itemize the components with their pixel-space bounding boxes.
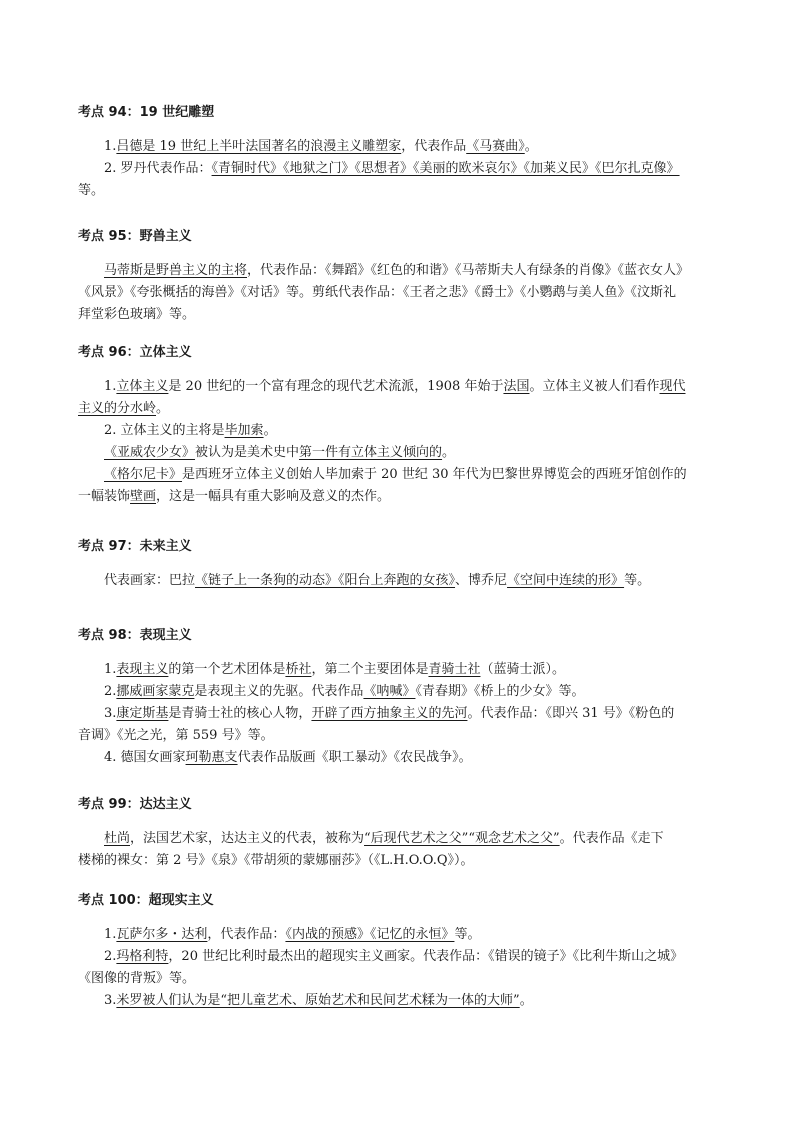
- underlined-text: 康定斯基: [116, 706, 169, 721]
- section-heading: 考点 99：达达主义: [78, 797, 192, 812]
- section-7: [78, 892, 730, 1012]
- text-line: [78, 850, 730, 872]
- underlined-text: 《内战的预感》《记忆的永恒》: [285, 927, 455, 942]
- underlined-text: 马蒂斯是野兽主义的主将: [104, 263, 248, 278]
- text-line: [78, 420, 730, 442]
- text-span: 拜堂彩色玻璃》等。: [78, 307, 196, 322]
- section-2: [78, 228, 730, 326]
- section-4: [78, 538, 730, 592]
- text-line: [78, 398, 730, 420]
- text-span: ，代表作品：《舞蹈》《红色的和谐》《马蒂斯夫人有绿条的肖像》《蓝衣女人》: [247, 263, 690, 278]
- text-line: [78, 725, 730, 747]
- section-1: [78, 104, 730, 202]
- text-span: 。立体主义被人们看作: [529, 379, 660, 394]
- section-heading: 考点 100：超现实主义: [78, 893, 214, 908]
- underlined-text: 开辟了西方抽象主义的先河: [311, 706, 468, 721]
- text-line: [78, 659, 730, 681]
- underlined-text: 第一件有立体主义倾向的: [299, 445, 443, 460]
- underlined-text: 表现主义: [116, 662, 169, 677]
- text-span: ，代表作品：: [207, 927, 286, 942]
- underlined-text: 《亚威农少女》: [104, 445, 196, 460]
- text-span: 代表画家：巴拉: [104, 573, 196, 588]
- text-line: [78, 158, 730, 180]
- text-line: [78, 990, 730, 1012]
- text-span: 是青骑士社的核心人物，: [168, 706, 312, 721]
- section-heading: 考点 95：野兽主义: [78, 229, 192, 244]
- text-span: 3.: [104, 993, 117, 1008]
- text-line: [78, 376, 730, 398]
- underlined-text: 法国: [503, 379, 530, 394]
- text-line: [78, 968, 730, 990]
- underlined-text: “后现代艺术之父”“观念艺术之父”: [364, 831, 560, 846]
- text-span: 。代表作品《走下: [559, 831, 664, 846]
- text-span: 2.: [104, 949, 117, 964]
- text-span: 的第一个艺术团体是: [168, 662, 286, 677]
- underlined-text: 《格尔尼卡》: [104, 467, 183, 482]
- underlined-text: 珂勒惠支: [185, 750, 238, 765]
- text-span: ，这是一幅具有重大影响及意义的杰作。: [156, 489, 391, 504]
- text-line: [78, 282, 730, 304]
- text-span: 1.: [104, 662, 117, 677]
- text-span: 、博乔尼: [455, 573, 508, 588]
- text-line: [78, 260, 730, 282]
- text-span: 2. 罗丹代表作品：: [104, 161, 212, 176]
- underlined-text: 主义的分水岭: [78, 401, 157, 416]
- text-line: [78, 747, 730, 769]
- text-span: 被认为是美术史中: [195, 445, 300, 460]
- underlined-text: 杜尚: [104, 831, 131, 846]
- underlined-text: 《马赛曲》: [466, 139, 525, 154]
- underlined-text: 桥社: [285, 662, 312, 677]
- text-span: ，20 世纪比利时最杰出的超现实主义画家。代表作品：《错误的镜子》《比利牛斯山之城》: [168, 949, 684, 964]
- text-span: 。: [442, 445, 456, 460]
- text-line: [78, 442, 730, 464]
- underlined-text: 米罗被人们认为是“把儿童艺术、原始艺术和民间艺术糅为一体的大师”: [116, 993, 520, 1008]
- underlined-text: 现代: [659, 379, 686, 394]
- text-line: [78, 136, 730, 158]
- text-span: 是 20 世纪的一个富有理念的现代艺术流派，1908 年始于: [168, 379, 504, 394]
- text-span: 等。: [624, 573, 651, 588]
- underlined-text: 壁画: [130, 489, 157, 504]
- section-heading: 考点 96：立体主义: [78, 345, 192, 360]
- text-span: 4. 德国女画家: [104, 750, 186, 765]
- text-line: [78, 946, 730, 968]
- text-line: [78, 180, 730, 202]
- text-span: ，第二个主要团体是: [311, 662, 429, 677]
- text-span: 是西班牙立体主义创始人毕加索于 20 世纪 30 年代为巴黎世界博览会的西班牙馆创作的: [182, 467, 687, 482]
- text-span: 音调》《光之光，第 559 号》等。: [78, 728, 274, 743]
- section-5: [78, 627, 730, 769]
- text-line: [78, 703, 730, 725]
- section-heading: 考点 97：未来主义: [78, 539, 192, 554]
- text-span: 。: [263, 423, 277, 438]
- text-line: [78, 486, 730, 508]
- section-heading: 考点 94：19 世纪雕塑: [78, 105, 215, 120]
- text-span: 1.: [104, 379, 117, 394]
- underlined-text: 《空间中连续的形》: [507, 573, 625, 588]
- underlined-text: 《青铜时代》《地狱之门》《思想者》《美丽的欧米哀尔》《加莱义民》《巴尔扎克像》: [211, 161, 680, 176]
- underlined-text: 瓦萨尔多・达利: [116, 927, 208, 942]
- text-span: 等。: [78, 183, 105, 198]
- text-span: （蓝骑士派）。: [480, 662, 565, 677]
- underlined-text: 吕德是 19 世纪上半叶法国著名的浪漫主义雕塑家: [116, 139, 402, 154]
- text-span: 《风景》《夸张概括的海兽》《对话》等。剪纸代表作品：《王者之悲》《爵士》《小鹦鹉与美人鱼》《汶斯礼: [78, 285, 677, 300]
- text-line: [78, 304, 730, 326]
- section-6: [78, 796, 730, 872]
- text-line: [78, 570, 730, 592]
- text-span: ，法国艺术家，达达主义的代表，被称为: [130, 831, 365, 846]
- text-span: 1.: [104, 927, 117, 942]
- text-span: 等。: [454, 927, 481, 942]
- underlined-text: 玛格利特: [116, 949, 169, 964]
- underlined-text: 《链子上一条狗的动态》《阳台上奔跑的女孩》: [195, 573, 456, 588]
- section-heading: 考点 98：表现主义: [78, 628, 192, 643]
- text-span: 。: [524, 139, 538, 154]
- text-span: 代表作品版画《职工暴动》《农民战争》。: [237, 750, 472, 765]
- underlined-text: 《呐喊》: [363, 684, 416, 699]
- text-span: 。: [156, 401, 170, 416]
- text-span: 。代表作品：《即兴 31 号》《粉色的: [467, 706, 675, 721]
- text-span: 一幅装饰: [78, 489, 131, 504]
- text-span: 3.: [104, 706, 117, 721]
- text-line: [78, 828, 730, 850]
- text-line: [78, 681, 730, 703]
- underlined-text: 立体主义: [116, 379, 169, 394]
- underlined-text: 挪威画家蒙克: [116, 684, 195, 699]
- text-span: 《图像的背叛》等。: [78, 971, 196, 986]
- section-3: [78, 344, 730, 508]
- text-span: 是表现主义的先驱。代表作品: [194, 684, 364, 699]
- underlined-text: 青骑士社: [428, 662, 481, 677]
- text-span: 2. 立体主义的主将是: [104, 423, 225, 438]
- text-line: [78, 464, 730, 486]
- text-span: 2.: [104, 684, 117, 699]
- text-span: 。: [519, 993, 533, 1008]
- text-span: ，代表作品: [401, 139, 467, 154]
- underlined-text: 毕加索: [224, 423, 264, 438]
- text-span: 1.: [104, 139, 117, 154]
- text-line: [78, 924, 730, 946]
- text-span: 楼梯的裸女：第 2 号》《泉》《带胡须的蒙娜丽莎》（《L.H.O.O.Q》）。: [78, 853, 474, 868]
- text-span: 《青春期》《桥上的少女》等。: [415, 684, 585, 699]
